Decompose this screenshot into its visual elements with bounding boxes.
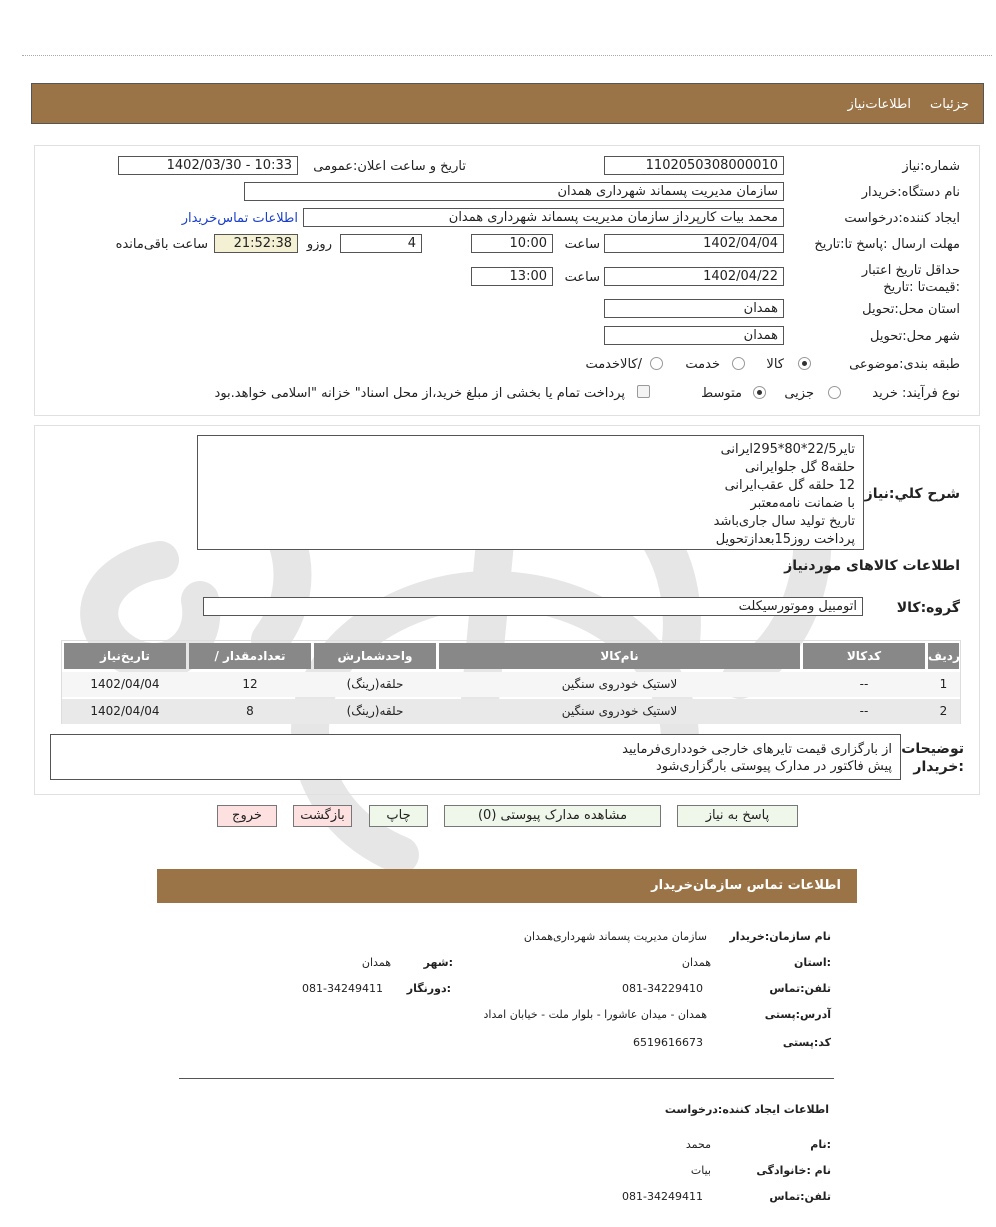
details-header	[31, 83, 984, 124]
process-medium-radio[interactable]	[753, 386, 766, 399]
goods-section-title: اطلاعات کالاهای موردنیاز	[784, 558, 960, 574]
treasury-payment-label: پرداخت تمام یا بخشی از مبلغ خرید،از محل اسناد" خزانه "اسلامی خواهد.بود	[214, 386, 625, 401]
description-line: 12 حلقه گل عقب‌ایرانی	[724, 478, 855, 493]
contact-fax-label: :دورنگار	[406, 982, 451, 995]
validity-date-field[interactable]: 1402/04/22	[604, 267, 784, 286]
cell-code: --	[859, 677, 869, 691]
creator-phone-value: 081-34249411	[622, 1190, 703, 1203]
contact-address-label: آدرس:پستی	[764, 1008, 831, 1021]
creator-family-value: بیات	[690, 1164, 711, 1177]
cell-unit: حلقه(رینگ)	[346, 704, 404, 718]
exit-button[interactable]: خروج	[217, 805, 277, 827]
category-label: طبقه بندی:موضوعی	[849, 357, 960, 372]
contact-fax-value: 081-34249411	[302, 982, 383, 995]
process-type-label: نوع فرآیند: خرید	[872, 386, 960, 401]
creator-label: ایجاد کننده:درخواست	[844, 211, 960, 226]
creator-name-label: :نام	[810, 1138, 831, 1151]
contact-phone-value: 081-34229410	[622, 982, 703, 995]
announce-date-label: تاریخ و ساعت اعلان:عمومی	[313, 159, 466, 174]
category-both-label: /کالاخدمت	[585, 357, 642, 372]
cell-code: --	[859, 704, 869, 718]
general-description-label: شرح کلي:نياز	[864, 486, 960, 502]
cell-unit: حلقه(رینگ)	[346, 677, 404, 691]
cell-quantity: 8	[246, 704, 254, 718]
buyer-org-field[interactable]: سازمان مدیریت پسماند شهرداری همدان	[244, 182, 784, 201]
process-medium-label: متوسط	[701, 386, 742, 401]
need-number-label: شماره:نیاز	[902, 159, 960, 174]
category-service-radio[interactable]	[732, 357, 745, 370]
view-documents-button[interactable]: مشاهده مدارک پیوستی (0)	[444, 805, 661, 827]
buyer-notes-box	[50, 734, 901, 780]
contact-phone-label: تلفن:تماس	[769, 982, 831, 995]
creator-info-header: اطلاعات ایجاد کننده:درخواست	[664, 1103, 829, 1116]
contact-province-value: همدان	[681, 956, 711, 969]
deadline-time-field[interactable]: 10:00	[471, 234, 553, 253]
buyer-notes-line: از بارگزاری قیمت تایرهای خارجی خودداری‌فرمایید	[622, 742, 892, 757]
table-row[interactable]	[62, 672, 960, 697]
treasury-payment-checkbox[interactable]	[637, 385, 650, 398]
contact-org-value: سازمان مدیریت پسماند شهرداری‌همدان	[523, 930, 707, 943]
general-description-box	[197, 435, 864, 550]
city-label: شهر محل:تحویل	[870, 329, 960, 344]
description-line: تایر22/5*80*295ایرانی	[720, 442, 855, 457]
contact-postal-label: کد:پستی	[782, 1036, 831, 1049]
category-goods-radio[interactable]	[798, 357, 811, 370]
process-partial-radio[interactable]	[828, 386, 841, 399]
details-tab[interactable]: جزئیات	[930, 97, 969, 112]
remaining-time-field: 21:52:38	[214, 234, 298, 253]
creator-phone-label: تلفن:تماس	[769, 1190, 831, 1203]
cell-name: لاستیک خودروی سنگین	[561, 677, 678, 691]
reply-button[interactable]: پاسخ به نیاز	[677, 805, 798, 827]
category-service-label: خدمت	[685, 357, 720, 372]
cell-name: لاستیک خودروی سنگین	[561, 704, 678, 718]
contact-postal-value: 6519616673	[633, 1036, 703, 1049]
need-info-tab[interactable]: اطلاعات‌نیاز	[847, 97, 911, 112]
table-row[interactable]	[62, 699, 960, 724]
description-line: حلقه8 گل جلوایرانی	[745, 460, 855, 475]
process-partial-label: جزیی	[784, 386, 814, 401]
cell-row-no: 2	[939, 704, 948, 718]
deadline-label: مهلت ارسال :پاسخ تا:تاریخ	[814, 237, 960, 252]
contact-city-value: همدان	[361, 956, 391, 969]
deadline-time-label: ساعت	[564, 237, 600, 252]
col-header-code: کدکالا	[803, 643, 925, 669]
buyer-notes-label: توضیحات :خریدار	[901, 741, 964, 775]
col-header-row-no: ردیف	[928, 643, 959, 669]
description-line: با ضمانت نامه‌معتبر	[750, 496, 855, 511]
city-field[interactable]: همدان	[604, 326, 784, 345]
contact-province-label: :استان	[794, 956, 831, 969]
contact-city-label: :شهر	[423, 956, 453, 969]
back-button[interactable]: بازگشت	[293, 805, 352, 827]
province-label: استان محل:تحویل	[862, 302, 960, 317]
buyer-contact-header	[157, 869, 857, 903]
remaining-label: ساعت باقی‌مانده	[115, 237, 208, 252]
announce-date-field[interactable]: 1402/03/30 - 10:33	[118, 156, 298, 175]
buyer-contact-title: اطلاعات تماس سازمان‌خریدار	[651, 878, 841, 893]
creator-name-value: محمد	[685, 1138, 711, 1151]
deadline-date-field[interactable]: 1402/04/04	[604, 234, 784, 253]
validity-label: حداقل تاریخ اعتبار :قیمت‌تا :تاریخ	[861, 263, 960, 295]
cell-date: 1402/04/04	[90, 704, 160, 718]
cell-date: 1402/04/04	[90, 677, 160, 691]
print-button[interactable]: چاپ	[369, 805, 428, 827]
goods-group-field[interactable]: اتومبیل وموتورسیکلت	[203, 597, 863, 616]
creator-family-label: نام :خانوادگی	[756, 1164, 831, 1177]
contact-org-label: نام سازمان:خریدار	[729, 930, 831, 943]
category-goods-label: کالا	[766, 357, 784, 372]
buyer-org-label: نام دستگاه:خریدار	[861, 185, 960, 200]
validity-time-label: ساعت	[564, 270, 600, 285]
col-header-name: نام‌کالا	[439, 643, 800, 669]
creator-field[interactable]: محمد بیات کارپرداز سازمان مدیریت پسماند شهرداری همدان	[303, 208, 784, 227]
validity-time-field[interactable]: 13:00	[471, 267, 553, 286]
buyer-contact-link[interactable]: اطلاعات تماس‌خریدار	[181, 211, 298, 226]
category-both-radio[interactable]	[650, 357, 663, 370]
col-header-quantity: / تعدادمقدار	[189, 643, 311, 669]
days-label: روزو	[306, 237, 332, 252]
contact-address-value: همدان - میدان عاشورا - بلوار ملت - خیابان امداد	[483, 1008, 707, 1021]
description-line: پرداخت روز15بعدازتحویل	[715, 532, 855, 547]
days-field[interactable]: 4	[340, 234, 422, 253]
cell-quantity: 12	[242, 677, 258, 691]
buyer-notes-line: پیش فاکتور در مدارک پیوستی بارگزاری‌شود	[655, 759, 892, 774]
goods-table	[61, 640, 961, 724]
goods-group-label: گروه:کالا	[896, 600, 960, 616]
top-divider	[22, 55, 992, 56]
col-header-unit: واحدشمارش	[314, 643, 436, 669]
need-number-field[interactable]: 1102050308000010	[604, 156, 784, 175]
description-line: تاریخ تولید سال جاری‌باشد	[713, 514, 855, 529]
province-field[interactable]: همدان	[604, 299, 784, 318]
col-header-date: تاریخ‌نیاز	[64, 643, 186, 669]
cell-row-no: 1	[939, 677, 948, 691]
contact-separator	[179, 1078, 834, 1079]
